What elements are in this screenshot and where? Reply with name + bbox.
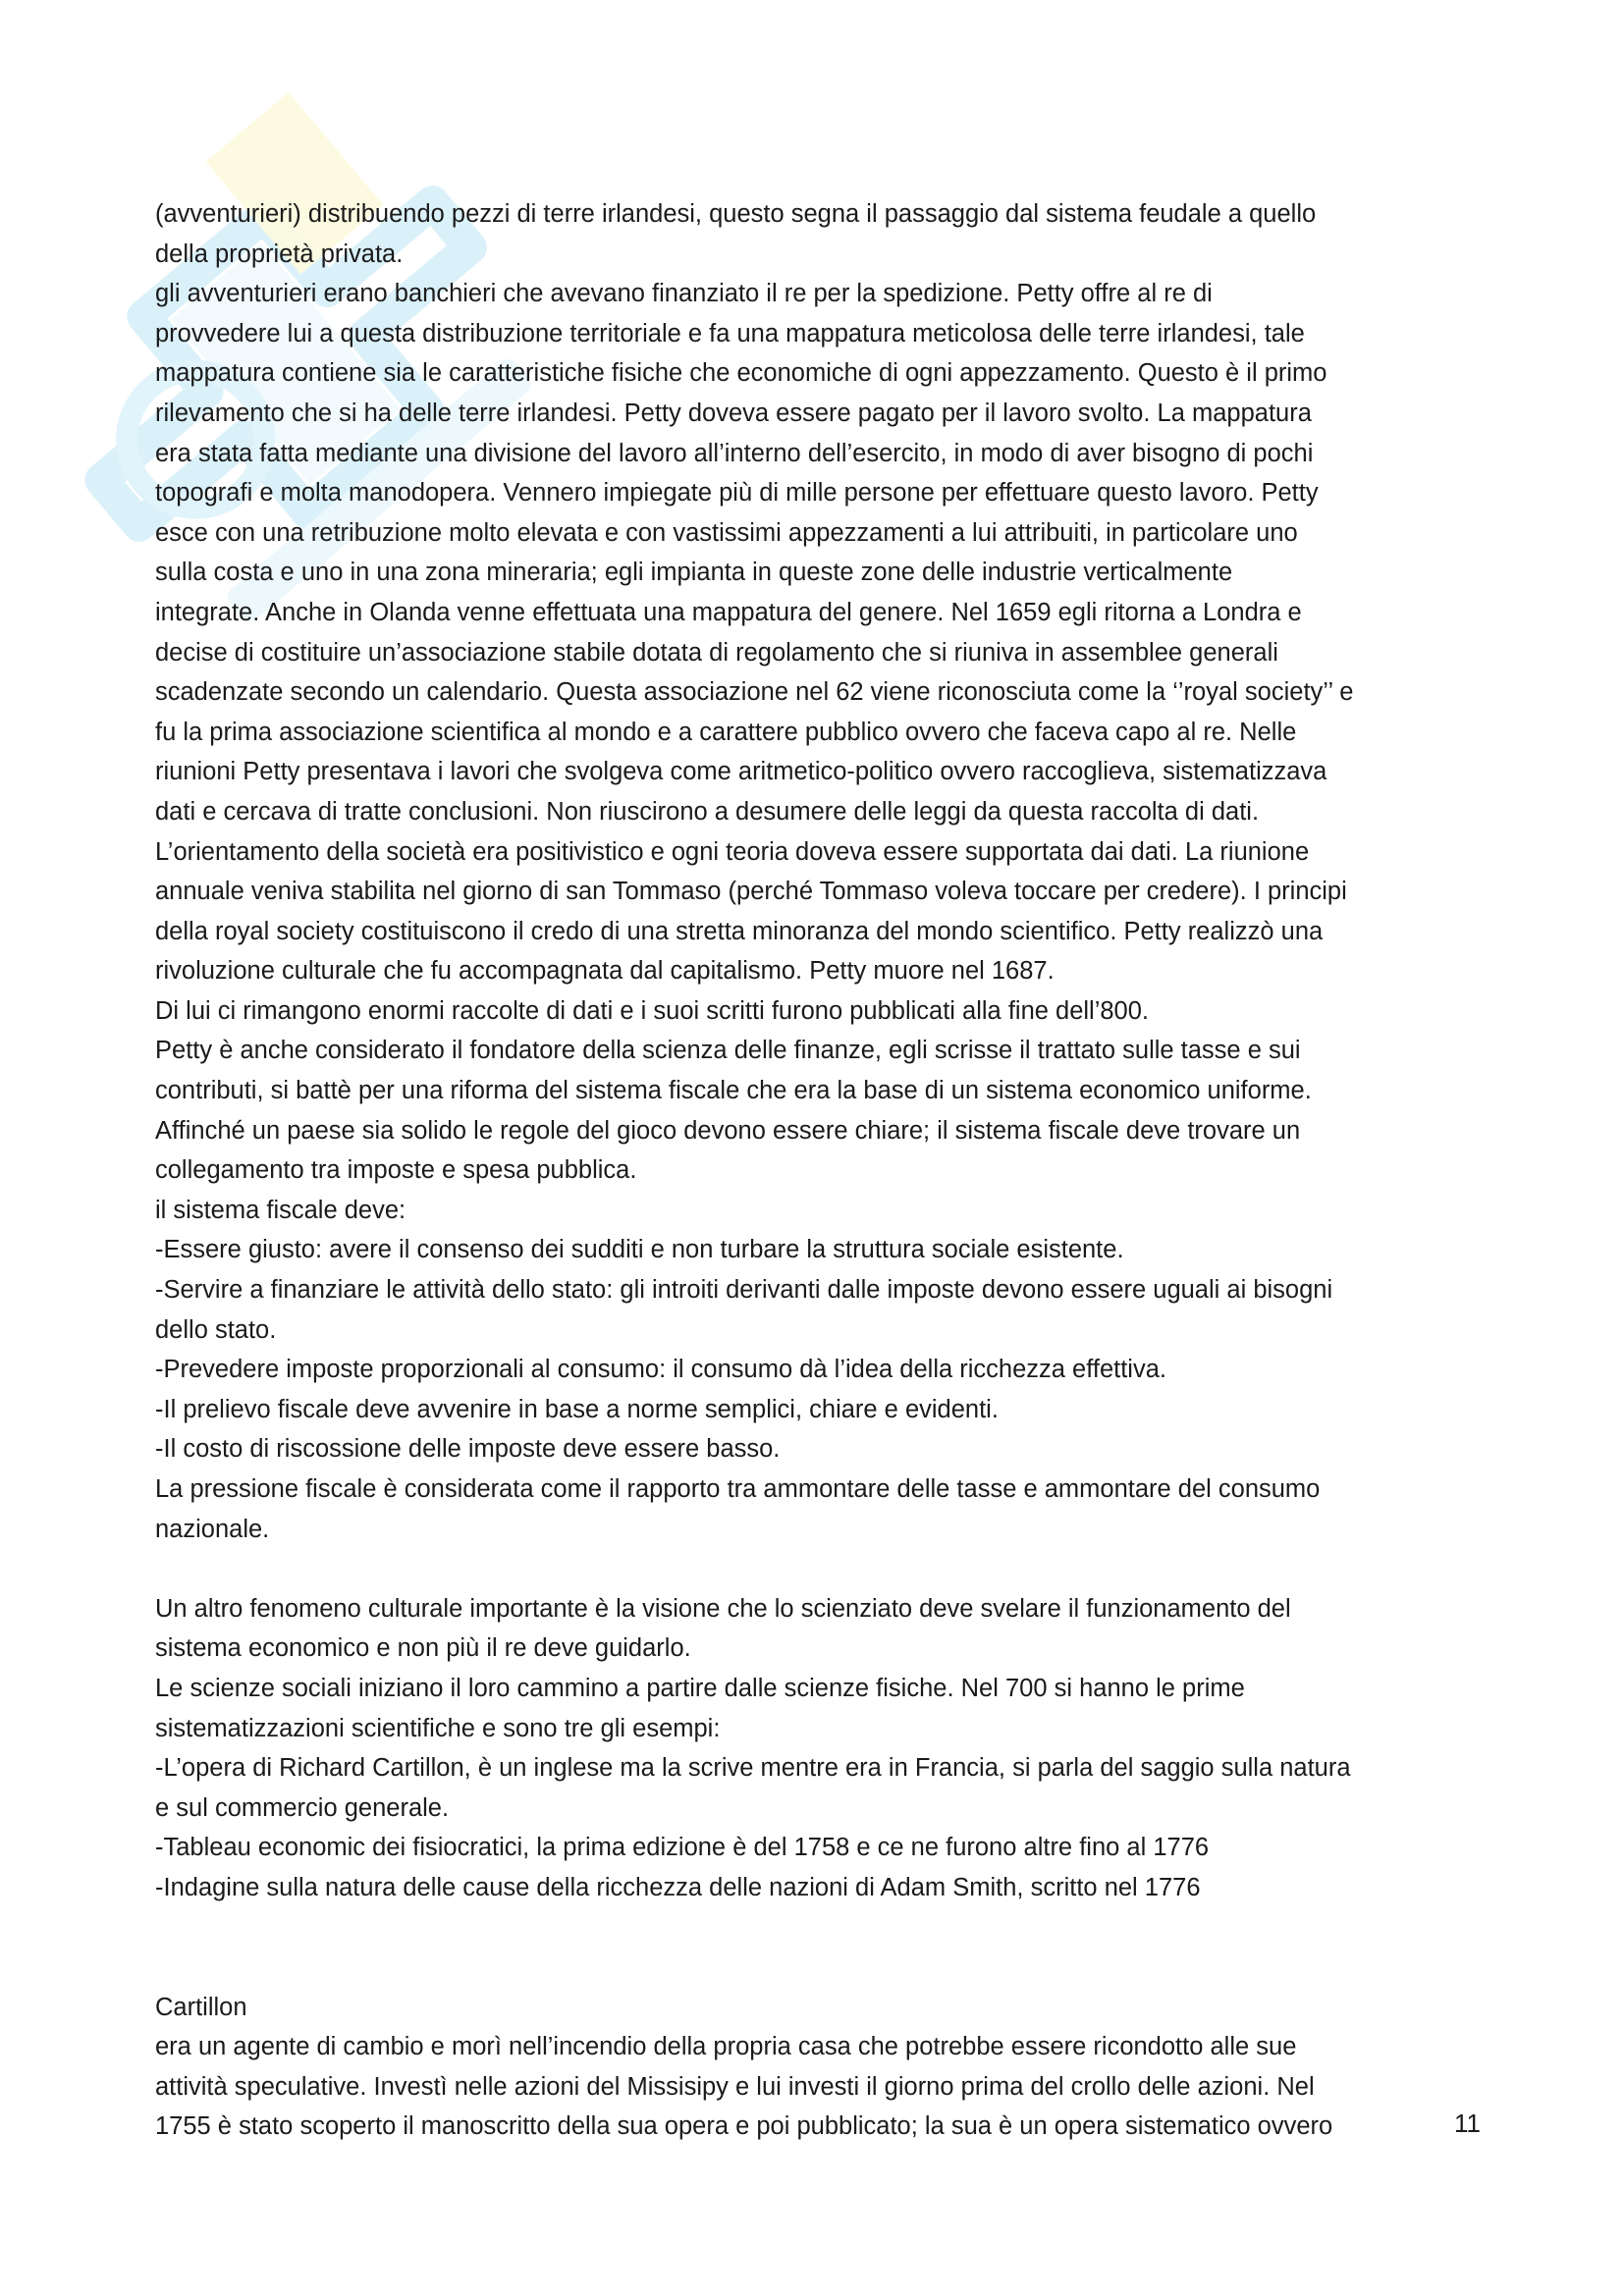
text-line: 1755 è stato scoperto il manoscritto della sua opera e poi pubblicato; la sua è un opera sistematico ovvero [155, 2112, 1333, 2141]
text-line: gli avventurieri erano banchieri che avevano finanziato il re per la spedizione. Petty offre al re di [155, 280, 1213, 308]
text-line: dati e cercava di tratte conclusioni. Non riuscirono a desumere delle leggi da questa raccolta di dati. [155, 797, 1260, 826]
text-line: topografi e molta manodopera. Vennero impiegate più di mille persone per effettuare questo lavoro. Petty [155, 479, 1319, 507]
text-line: integrate. Anche in Olanda venne effettuata una mappatura del genere. Nel 1659 egli ritorna a Londra e [155, 598, 1302, 626]
text-line: -Servire a finanziare le attività dello stato: gli introiti derivanti dalle imposte devono essere uguali ai bisogni [155, 1276, 1333, 1305]
para-pressione [155, 1469, 1471, 1549]
text-line: -Indagine sulla natura delle cause della ricchezza delle nazioni di Adam Smith, scritto nel 1776 [155, 1873, 1201, 1901]
paragraph-spacer [155, 1549, 1471, 1589]
para-avventurieri [155, 194, 1471, 274]
list-scienze-sociali [155, 1669, 1471, 1908]
text-line: era un agente di cambio e morì nell’incendio della propria casa che potrebbe essere ricondotto alle sue [155, 2033, 1297, 2061]
para-finanze [155, 1031, 1471, 1190]
text-line: rivoluzione culturale che fu accompagnata dal capitalismo. Petty muore nel 1687. [155, 957, 1055, 986]
text-line: -Il costo di riscossione delle imposte deve essere basso. [155, 1435, 781, 1464]
text-line: fu la prima associazione scientifica al mondo e a carattere pubblico ovvero che faceva capo al re. Nelle [155, 718, 1297, 746]
text-line: collegamento tra imposte e spesa pubblica. [155, 1156, 637, 1185]
text-line: rilevamento che si ha delle terre irlandesi. Petty doveva essere pagato per il lavoro svolto. La mappatura [155, 399, 1312, 427]
para-petty-mappatura [155, 274, 1471, 991]
text-line: era stata fatta mediante una divisione del lavoro all’interno dell’esercito, in modo di aver bisogno di pochi [155, 439, 1314, 467]
text-line: sulla costa e uno in una zona mineraria; egli impianta in queste zone delle industrie verticalmente [155, 559, 1233, 587]
text-line: e sul commercio generale. [155, 1793, 450, 1822]
text-line: contributi, si battè per una riforma del sistema fiscale che era la base di un sistema economico uniforme. [155, 1077, 1312, 1105]
text-line: scadenzate secondo un calendario. Questa associazione nel 62 viene riconosciuta come la ‘’royal society’’ e [155, 678, 1354, 707]
para-fenomeno [155, 1589, 1471, 1669]
text-line: mappatura contiene sia le caratteristiche fisiche che economiche di ogni appezzamento. Questo è il primo [155, 359, 1327, 388]
text-line: -Tableau economic dei fisiocratici, la prima edizione è del 1758 e ce ne furono altre fino al 1776 [155, 1834, 1210, 1862]
text-line: -Prevedere imposte proporzionali al consumo: il consumo dà l’idea della ricchezza effettiva. [155, 1356, 1166, 1384]
text-line: annuale veniva stabilita nel giorno di san Tommaso (perché Tommaso voleva toccare per credere). I principi [155, 878, 1347, 906]
heading-cartillon [155, 1988, 1471, 2028]
text-line: della proprietà privata. [155, 240, 404, 268]
text-line: nazionale. [155, 1515, 270, 1543]
text-line: Cartillon [155, 1993, 247, 2021]
text-line: Affinché un paese sia solido le regole del gioco devono essere chiare; il sistema fiscale deve trovare un [155, 1116, 1301, 1145]
page-number: 11 [1454, 2109, 1481, 2138]
text-line: della royal society costituiscono il credo di una stretta minoranza del mondo scientifico. Petty realizzò una [155, 917, 1324, 945]
text-line: Petty è anche considerato il fondatore della scienza delle finanze, egli scrisse il trattato sulle tasse e sui [155, 1037, 1301, 1065]
para-raccolte [155, 991, 1471, 1032]
text-line: Un altro fenomeno culturale importante è la visione che lo scienziato deve svelare il funzionamento del [155, 1594, 1291, 1623]
text-line: La pressione fiscale è considerata come il rapporto tra ammontare delle tasse e ammontare del consumo [155, 1475, 1321, 1503]
document-body [155, 194, 1471, 2147]
text-line: esce con una retribuzione molto elevata e con vastissimi appezzamenti a lui attribuiti, in particolare uno [155, 518, 1298, 547]
text-line: provvedere lui a questa distribuzione territoriale e fa una mappatura meticolosa delle terre irlandesi, tale [155, 319, 1305, 347]
text-line: sistematizzazioni scientifiche e sono tre gli esempi: [155, 1714, 721, 1742]
text-line: (avventurieri) distribuendo pezzi di terre irlandesi, questo segna il passaggio dal sistema feudale a quello [155, 200, 1317, 228]
text-line: -Il prelievo fiscale deve avvenire in base a norme semplici, chiare e evidenti. [155, 1395, 999, 1423]
text-line: dello stato. [155, 1315, 277, 1344]
text-line: Le scienze sociali iniziano il loro cammino a partire dalle scienze fisiche. Nel 700 si hanno le prime [155, 1674, 1245, 1702]
paragraph-spacer [155, 1908, 1471, 1988]
text-line: -L’opera di Richard Cartillon, è un inglese ma la scrive mentre era in Francia, si parla del saggio sulla natura [155, 1754, 1351, 1783]
text-line: attività speculative. Investì nelle azioni del Missisipy e lui investi il giorno prima del crollo delle azioni. Nel [155, 2072, 1315, 2101]
text-line: L’orientamento della società era positivistico e ogni teoria doveva essere supportata dai dati. La riunione [155, 837, 1310, 866]
para-cartillon [155, 2027, 1471, 2147]
text-line: -Essere giusto: avere il consenso dei sudditi e non turbare la struttura sociale esistente. [155, 1236, 1124, 1264]
text-line: Di lui ci rimangono enormi raccolte di dati e i suoi scritti furono pubblicati alla fine dell’800. [155, 996, 1150, 1025]
text-line: decise di costituire un’associazione stabile dotata di regolamento che si riuniva in assemblee generali [155, 638, 1278, 667]
text-line: il sistema fiscale deve: [155, 1196, 406, 1224]
text-line: riunioni Petty presentava i lavori che svolgeva come aritmetico-politico ovvero raccoglieva, sistematizzava [155, 758, 1327, 786]
list-sistema-fiscale [155, 1191, 1471, 1469]
text-line: sistema economico e non più il re deve guidarlo. [155, 1634, 691, 1663]
